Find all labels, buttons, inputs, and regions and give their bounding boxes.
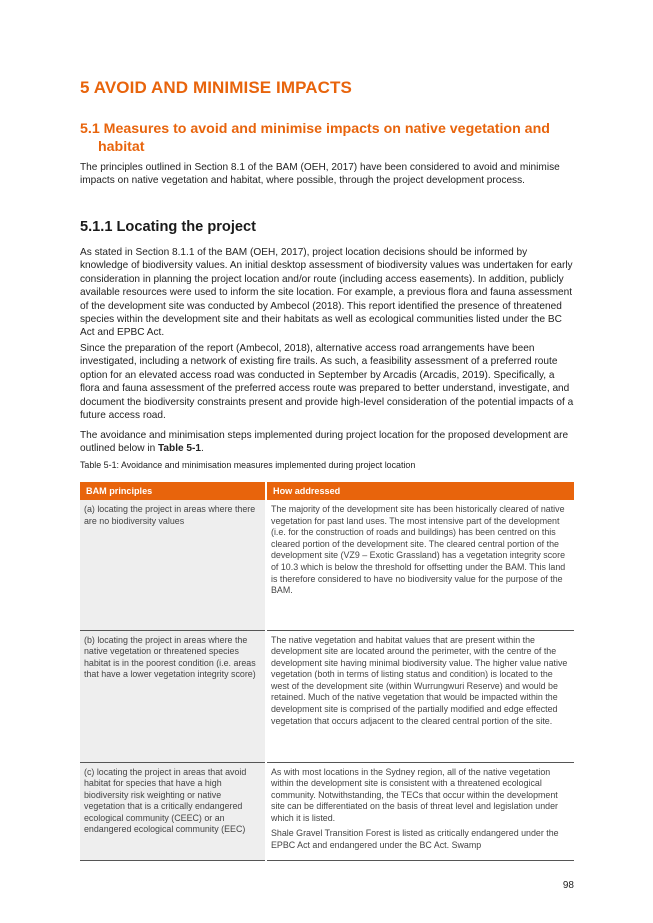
- table-caption: Table 5-1: Avoidance and minimisation measures implemented during project location: [80, 460, 416, 470]
- subsubsection-heading: 5.1.1 Locating the project: [80, 219, 256, 235]
- section-heading: 5 AVOID AND MINIMISE IMPACTS: [80, 78, 352, 97]
- measures-table: [80, 482, 574, 861]
- addressed-cell: [266, 500, 574, 630]
- addressed-text: Shale Gravel Transition Forest is listed as critically endangered under the EPBC Act and endangered under the BC Act. Swamp: [271, 828, 559, 851]
- addressed-text: The majority of the development site has been historically cleared of native vegetation for past land uses. The most intensive part of the development (i.e. for the construction of roads and buildings) has been centred on this cleared portion of the development site. The cleared central portion of the development site (VZ9 – Exotic Grassland) has a vegetation integrity score of 10.3 which is below the threshold for offsetting under the BAM. This land is therefore considered to have no biodiversity value for the purpose of the BAM.: [271, 504, 566, 596]
- subsection-heading: 5.1 Measures to avoid and minimise impacts on native vegetation and habitat: [80, 121, 550, 155]
- header-how-addressed: How addressed: [266, 482, 574, 500]
- paragraph-locating-3: [80, 429, 574, 456]
- principle-cell: (a) locating the project in areas where there are no biodiversity values: [80, 500, 266, 630]
- addressed-text: The native vegetation and habitat values that are present within the development site are located around the perimeter, with the centre of the development site having minimal biodiversity value. The higher value native vegetation (both in terms of listing status and condition) is located to the west of the development site (within Wurrungwuri Reserve) and would be retained. Much of the native vegetation that would be impacted within the development site is comprised of the partially modified and edge effected vegetation that occurs adjacent to the cleared central portion of the site.: [271, 634, 568, 726]
- principle-cell: (c) locating the project in areas that avoid habitat for species that have a high biodiversity risk weighting or native vegetation that is a critically endangered ecological community (CEEC) or an endangered ecological community (EEC): [80, 762, 266, 860]
- principle-cell: (b) locating the project in areas where the native vegetation or threatened species habitat is in the poorest condition (i.e. areas that have a lower vegetation integrity score): [80, 630, 266, 762]
- table-row: [80, 762, 574, 860]
- paragraph-locating-1: As stated in Section 8.1.1 of the BAM (OEH, 2017), project location decisions should be informed by knowledge of biodiversity values. An initial desktop assessment of biodiversity values was undertaken for early consideration in planning the project location and/or route (including access easements). In addition, publicly available resources were used to inform the site location. For example, a previous flora and fauna assessment of the development site was conducted by Ambecol (2018). This report identified the presence of threatened species within the development site and their habitats as well as ecological communities listed under the BC Act and EPBC Act.: [80, 247, 573, 339]
- header-bam-principles: BAM principles: [80, 482, 266, 500]
- table-row: [80, 500, 574, 630]
- addressed-text: As with most locations in the Sydney region, all of the native vegetation within the development site is consistent with a threatened ecological community. Notwithstanding, the TECs that occur within the development site can be differentiated on the basis of threat level and legislation under which it is listed.: [271, 766, 558, 823]
- para3-text: The avoidance and minimisation steps implemented during project location for the proposed development are outlined below in: [80, 430, 569, 455]
- paragraph-locating-2: Since the preparation of the report (Ambecol, 2018), alternative access road arrangements have been investigated, including a network of existing fire trails. As such, a feasibility assessment of a preferred route option for an elevated access road was conducted in September by Arcadis (Arcadis, 2019). Specifically, a flora and fauna assessment of the preferred access route was prepared to better understand, investigate, and document the biodiversity constraints present and provide high-level consideration of the potential impacts of a future access road.: [80, 343, 574, 422]
- para3-end: .: [201, 443, 204, 455]
- intro-paragraph: The principles outlined in Section 8.1 of the BAM (OEH, 2017) have been considered to avoid and minimise impacts on native vegetation and habitat, where possible, through the project development process.: [80, 162, 560, 187]
- table-row: [80, 630, 574, 762]
- addressed-cell: [266, 762, 574, 860]
- table-reference: Table 5-1: [158, 443, 202, 455]
- page-number: 98: [562, 880, 574, 891]
- addressed-cell: [266, 630, 574, 762]
- table-header-row: [80, 482, 574, 500]
